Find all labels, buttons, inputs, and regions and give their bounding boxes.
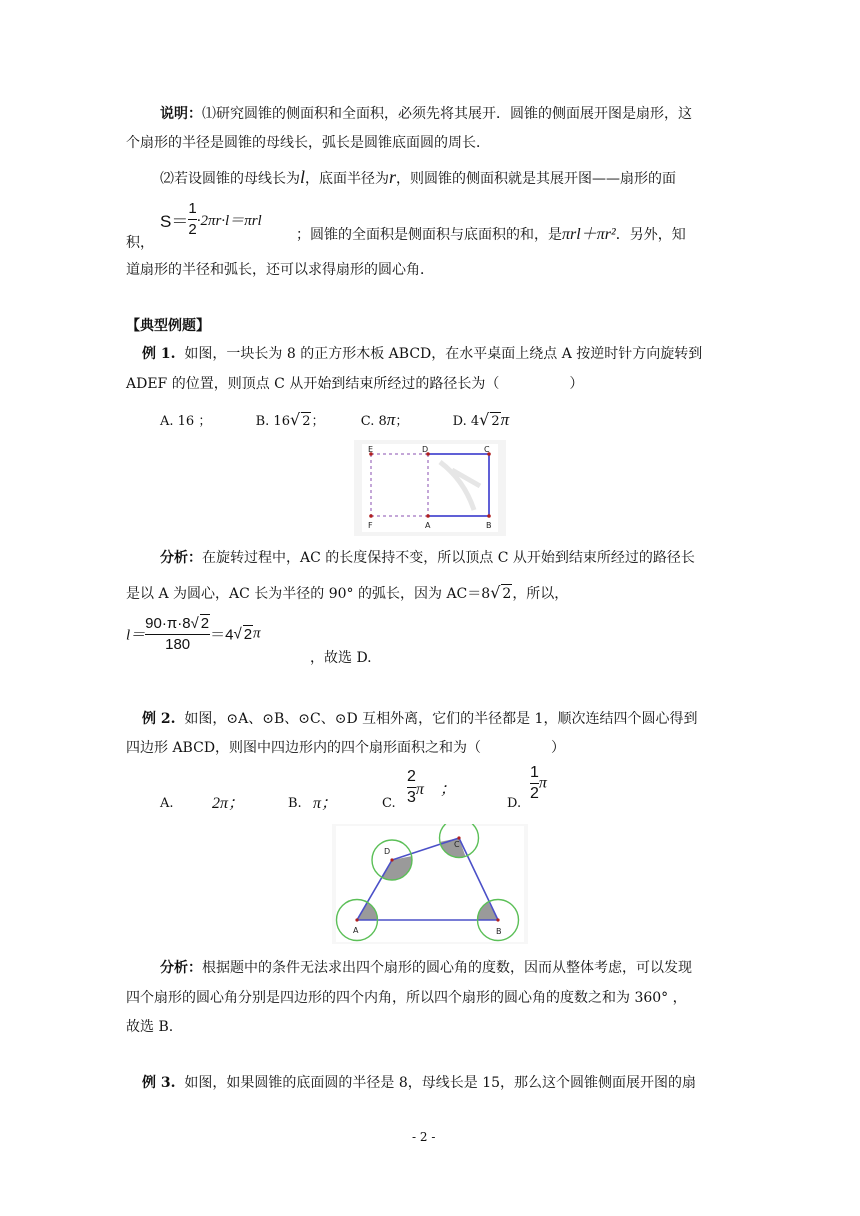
ex1-answer: ，故选 D. [310,650,372,666]
ex2-option-d-label: D. [507,796,522,811]
ex1-options [160,408,509,434]
ex1-analysis-line-2: 是以 A 为圆心，AC 长为半径的 90° 的弧长，因为 AC＝8√ 2，所以， [126,583,569,602]
section-title: 【典型例题】 [126,318,210,334]
label-E: E [368,445,374,454]
label-A: A [425,521,431,530]
explanation-line-1: 说明：⑴研究圆锥的侧面积和全面积，必须先将其展开．圆锥的侧面展开图是扇形，这 [160,106,692,122]
ex2-analysis-line-1: 分析：根据题中的条件无法求出四个扇形的圆心角的度数，因而从整体考虑，可以发现 [160,960,692,976]
point-A [426,514,430,518]
ex2-circles-figure [332,824,528,944]
explanation-line-3: ⑵若设圆锥的母线长为l，底面半径为r，则圆锥的侧面积就是其展开图——扇形的面 [160,167,677,187]
ex1-analysis-label: 分析： [160,550,202,566]
ex2-analysis-line-2: 四个扇形的圆心角分别是四边形的四个内角，所以四个扇形的圆心角的度数之和为 360° ， [126,990,687,1006]
explanation-line-4: ；圆锥的全面积是侧面积与底面积的和，是πrl＋πr²．另外，知 [296,226,686,243]
point-B [487,514,491,518]
ex1-analysis-line-1: 分析：在旋转过程中，AC 的长度保持不变，所以顶点 C 从开始到结束所经过的路径长 [160,550,695,566]
ex1-option-b: B. 16√ 2； [255,410,325,429]
ex2-option-b-value: π； [313,795,338,812]
var-r: r [389,167,397,187]
ex2-question-line-1: 例 2. 如图，⊙A、⊙B、⊙C、⊙D 互相外离，它们的半径都是 1，顺次连结四个圆心得到 [142,711,698,727]
ex2-analysis-line-3: 故选 B. [126,1019,174,1035]
ex1-option-d: D. 4√ 2π [452,410,510,429]
label-B: B [496,927,502,936]
ex2-option-d-value: $\frac{1}{2}$ π [530,764,547,802]
label-F: F [368,521,373,530]
explanation-line-2: 个扇形的半径是圆锥的母线长，弧长是圆锥底面圆的周长． [126,135,490,151]
lateral-area-formula: S＝ $\frac{1}{2}$ ·2πr·l＝πrl [160,200,262,238]
label-D: D [422,445,429,454]
explanation-line-5: 道扇形的半径和弧长，还可以求得扇形的圆心角． [126,262,434,278]
center-D [390,858,393,861]
label-D: D [384,847,391,856]
ex1-label: 例 1. [142,346,176,362]
ex2-option-a-label: A. [160,796,174,811]
ex1-square-figure [354,440,506,536]
total-area-formula: πrl＋πr² [562,226,616,243]
ex2-option-c-label: C. [382,796,396,811]
ex1-option-a: A. 16 ； [160,414,212,429]
ex2-analysis-label: 分析： [160,960,202,976]
label-C: C [484,445,490,454]
ex2-option-a-value: 2π； [212,795,245,812]
ex3-label: 例 3. [142,1075,176,1091]
ex1-question-line-2: ADEF 的位置，则顶点 C 从开始到结束所经过的路径长为（ ） [126,376,584,392]
explanation-line-4-prefix: 积， [126,235,154,251]
ex2-option-b-label: B. [288,796,302,811]
explanation-label: 说明： [160,106,202,122]
label-C: C [454,840,460,849]
ex2-question-line-2: 四边形 ABCD，则图中四边形内的四个扇形面积之和为（ ） [126,740,566,756]
page-number: - 2 - [412,1130,436,1144]
center-B [496,918,499,921]
label-A: A [353,926,359,935]
ex1-question-line-1: 例 1. 如图，一块长为 8 的正方形木板 ABCD，在水平桌面上绕点 A 按逆时针方向旋转到 [142,346,703,362]
point-F [369,514,373,518]
label-B: B [486,521,492,530]
ex2-label: 例 2. [142,711,176,727]
ex1-arc-formula: l＝ $\frac{90\cdot\pi\cdot 8√ 2}{180}$ ＝4√ 2π [126,615,261,653]
ex2-option-c-value: $\frac{2}{3}$ π ； [407,768,456,806]
center-A [355,918,358,921]
ex3-question-line-1: 例 3. 如图，如果圆锥的底面圆的半径是 8，母线长是 15，那么这个圆锥侧面展开图的扇 [142,1075,697,1091]
var-l: l [300,167,306,187]
ex1-option-c: C. 8π； [360,410,409,429]
